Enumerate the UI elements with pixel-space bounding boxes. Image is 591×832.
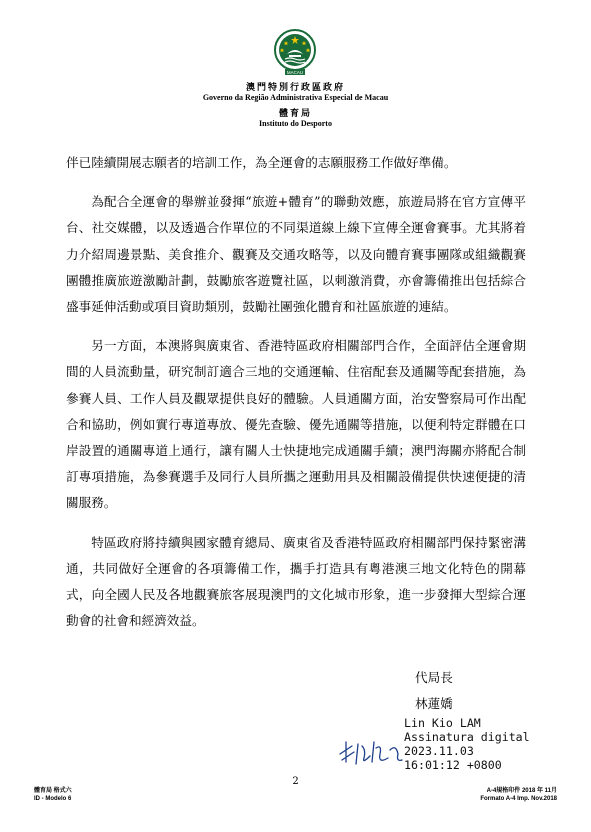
handwritten-signature-icon bbox=[336, 734, 406, 768]
emblem-label: MACAU bbox=[286, 70, 304, 75]
signatory-title: 代局長 bbox=[415, 670, 453, 685]
letter-body bbox=[66, 150, 526, 647]
footer-left bbox=[34, 787, 72, 803]
footer-right bbox=[480, 787, 557, 803]
paragraph: 特區政府將持續與國家體育總局、廣東省及香港特區政府相關部門保持緊密溝通，共同做好全運會的各項籌備工作，攜手打造具有粵港澳三地文化特色的開幕式，向全國人民及各地觀賽旅客展現澳門的文化城市形象，進一步發揮大型綜合運動會的社會和經濟效益。 bbox=[66, 534, 526, 629]
macau-emblem-icon bbox=[271, 28, 319, 76]
digital-signature-block bbox=[404, 716, 530, 772]
page-number: 2 bbox=[292, 776, 299, 787]
paragraph: 為配合全運會的舉辦並發揮“旅遊+體育”的聯動效應，旅遊局將在官方宣傳平台、社交媒體，以及透過合作單位的不同渠道線上線下宣傳全運會賽事。尤其將着力介紹周邊景點、美食推介、觀賽及交通攻略等，以及向體育賽事團隊或組織觀賽團體推廣旅遊激勵計劃，鼓勵旅客遊覽社區，以刺激消費，亦會籌備推出包括綜合盛事延伸活動或項目資助類別，鼓勵社團強化體育和社區旅遊的連結。 bbox=[66, 194, 526, 315]
department-name-chinese: 體育局 bbox=[278, 109, 312, 119]
government-name-portuguese: Governo da Região Administrativa Especial de Macau bbox=[202, 93, 389, 102]
digital-signature-date: 2023.11.03 bbox=[404, 744, 474, 758]
digital-signature-time: 16:01:12 +0800 bbox=[404, 758, 502, 772]
paragraph: 另一方面，本澳將與廣東省、香港特區政府相關部門合作，全面評估全運會期間的人員流動量，研究制訂適合三地的交通運輸、住宿配套及通關等配套措施，為參賽人員、工作人員及觀眾提供良好的體驗。人員通關方面，治安警察局可作出配合和協助，例如實行專道專放、優先查驗、優先通關等措施，以便利特定群體在口岸設置的通關專道上通行，讓有關人士快捷地完成通關手續；澳門海關亦將配合制訂專項措施，為參賽選手及同行人員所攜之運動用具及相關設備提供快速便捷的清關服務。 bbox=[66, 338, 526, 511]
department-name-portuguese: Instituto do Desporto bbox=[259, 119, 332, 128]
digital-signature-label: Assinatura digital bbox=[404, 730, 530, 744]
footer-form-code-portuguese: ID - Modelo 6 bbox=[34, 796, 72, 802]
signatory-name: 林蓮嬌 bbox=[415, 696, 453, 711]
footer-print-format-portuguese: Formato A-4 Imp. Nov.2018 bbox=[480, 796, 557, 802]
digital-signer-name: Lin Kio LAM bbox=[404, 716, 481, 730]
footer-form-code-chinese: 體育局 格式六 bbox=[34, 788, 72, 794]
government-name-chinese: 澳門特別行政區政府 bbox=[245, 83, 345, 93]
paragraph: 伴已陸續開展志願者的培訓工作，為全運會的志願服務工作做好準備。 bbox=[66, 155, 457, 170]
footer-print-format-chinese: A-4規格印件 2018 年 11月 bbox=[486, 788, 557, 794]
